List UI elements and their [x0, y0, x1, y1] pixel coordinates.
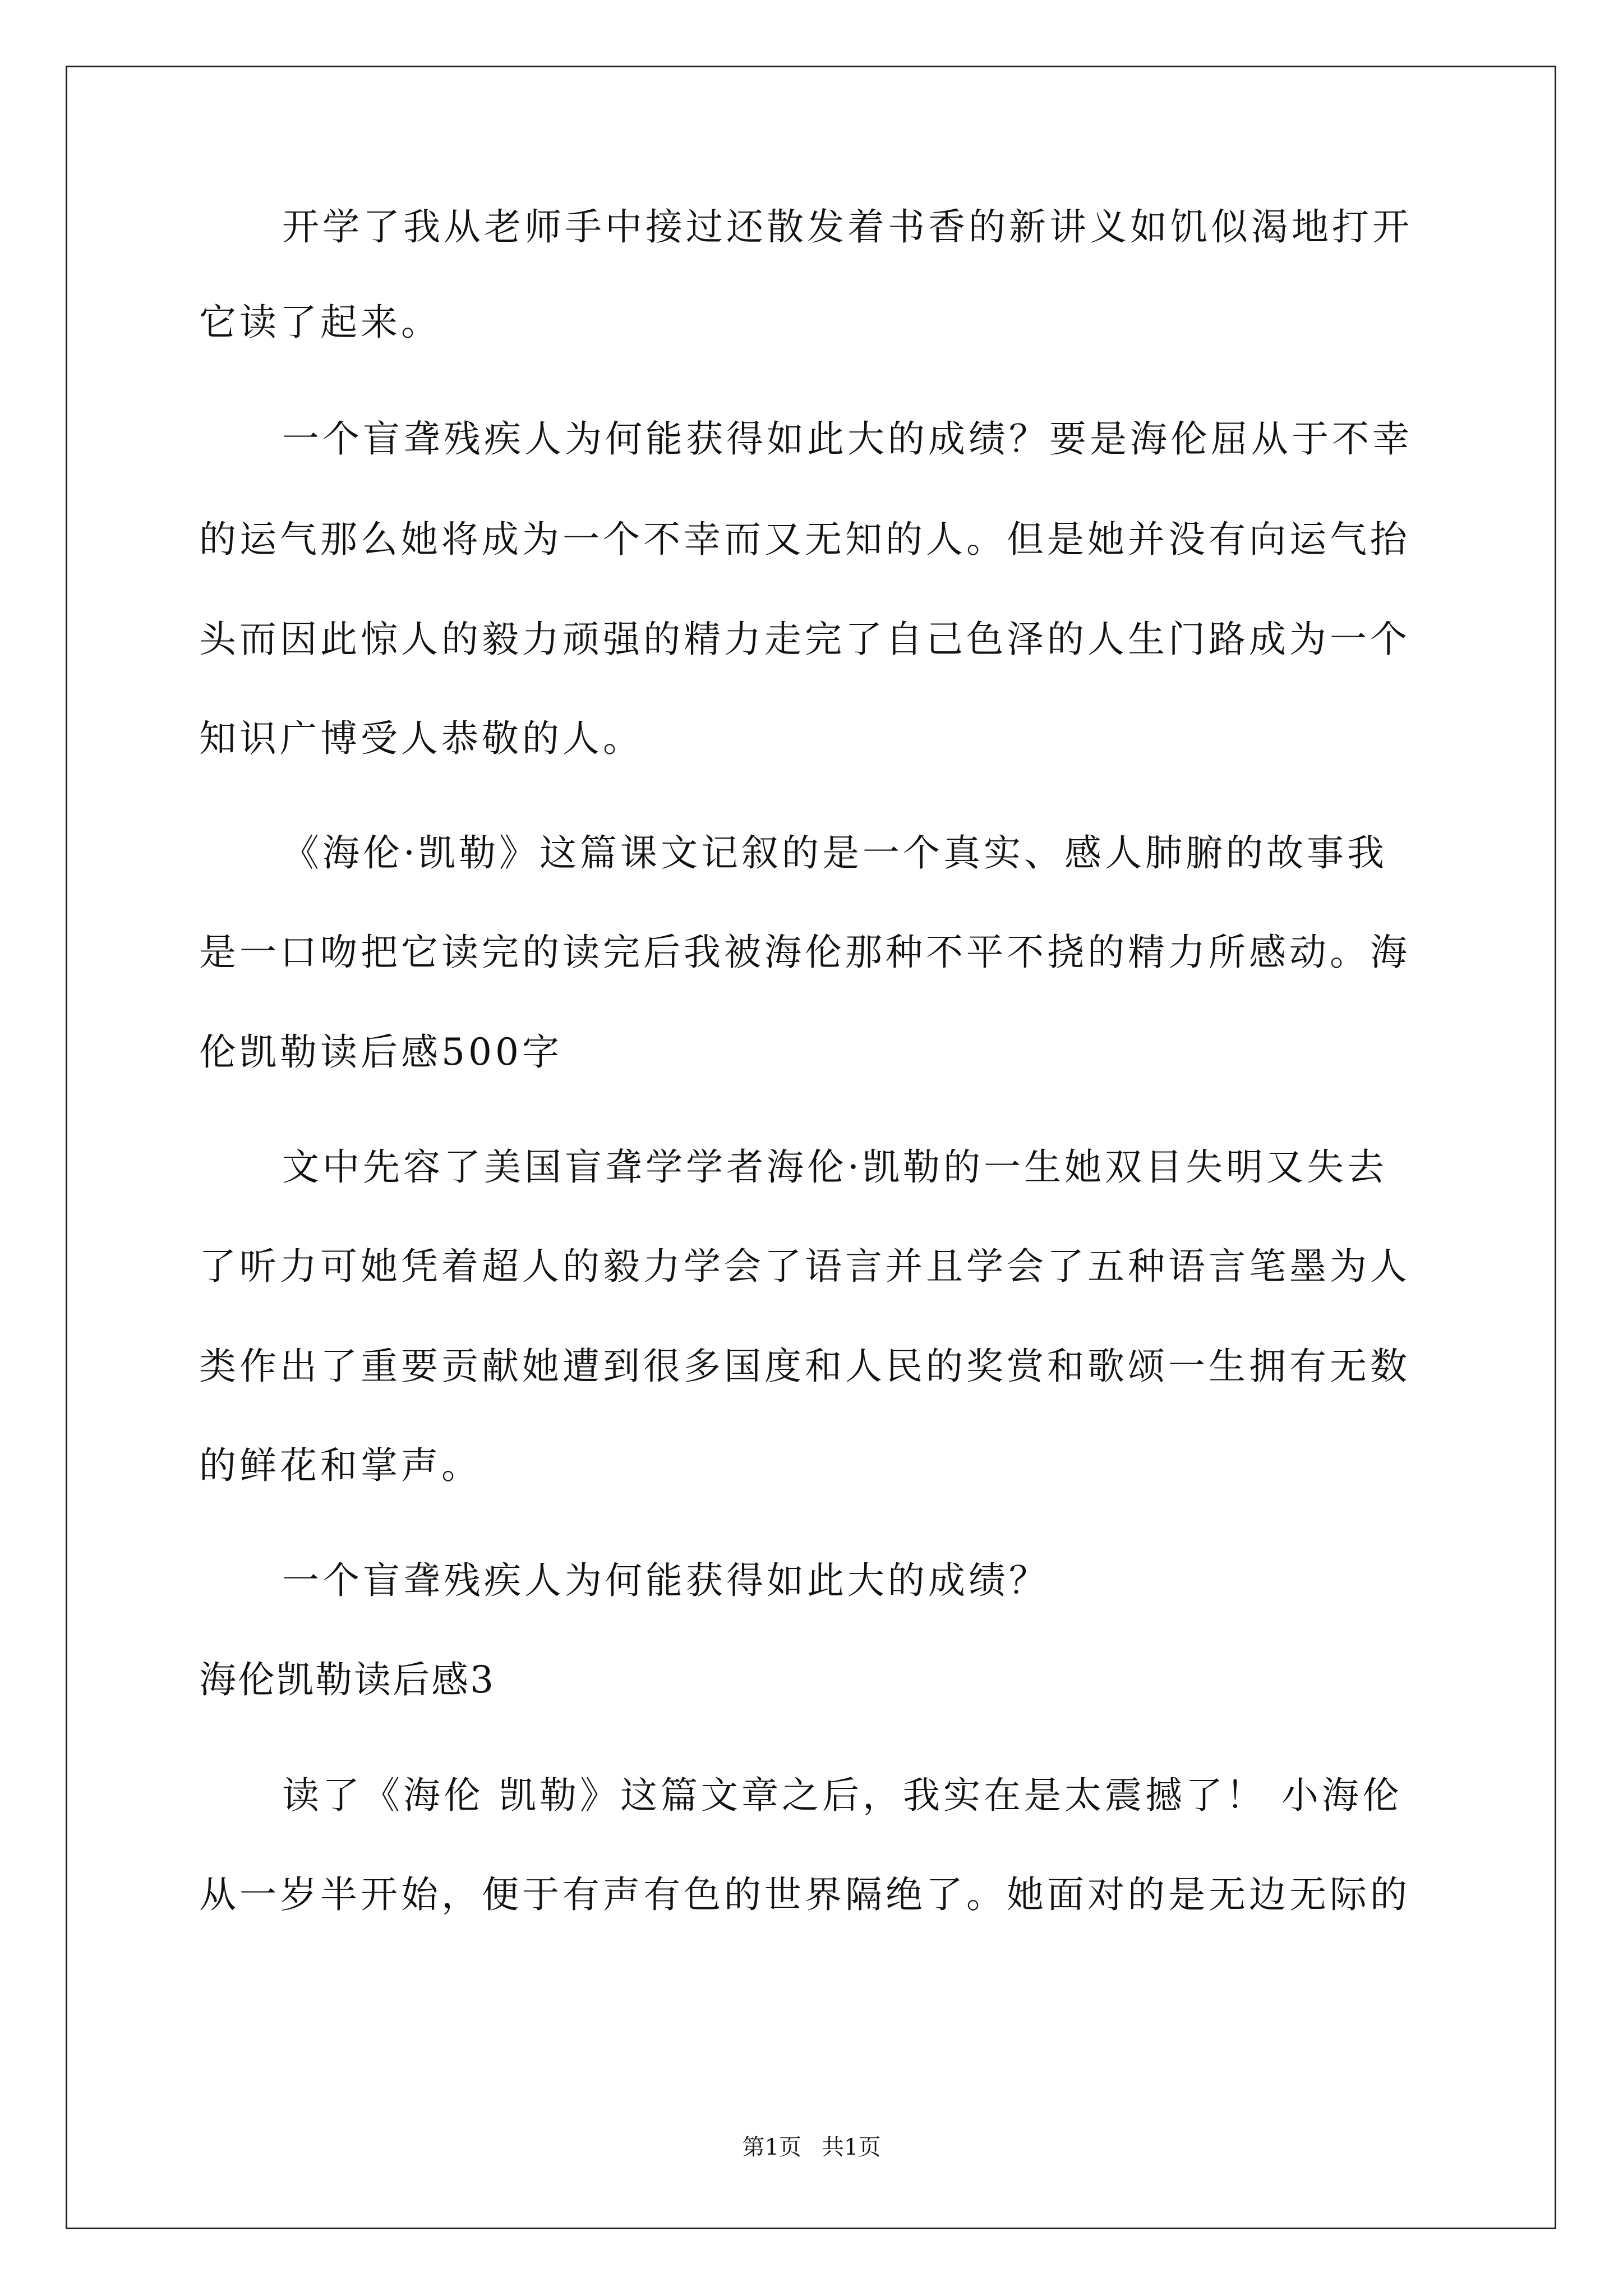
section-heading: 海伦凯勒读后感3: [199, 1658, 495, 1701]
text-line: 了听力可她凭着超人的毅力学会了语言并且学会了五种语言笔墨为人: [199, 1245, 1410, 1288]
text-line: 的运气那么她将成为一个不幸而又无知的人。但是她并没有向运气抬: [199, 518, 1410, 561]
text-line: 《海伦·凯勒》这篇课文记叙的是一个真实、感人肺腑的故事我: [282, 831, 1387, 875]
text-line: 头而因此惊人的毅力顽强的精力走完了自己色泽的人生门路成为一个: [199, 618, 1410, 661]
text-line: 读了《海伦 凯勒》这篇文章之后，我实在是太震撼了！ 小海伦: [282, 1774, 1403, 1817]
text-line: 一个盲聋残疾人为何能获得如此大的成绩？: [282, 1559, 1049, 1602]
text-line: 开学了我从老师手中接过还散发着书香的新讲义如饥似渴地打开: [282, 205, 1413, 249]
text-line: 伦凯勒读后感500字: [199, 1030, 562, 1074]
text-line: 文中先容了美国盲聋学学者海伦·凯勒的一生她双目失明又失去: [282, 1145, 1387, 1189]
page-number-total: 共1页: [822, 2134, 881, 2160]
page-footer: [0, 2136, 1623, 2159]
text-line: 从一岁半开始，便于有声有色的世界隔绝了。她面对的是无边无际的: [199, 1873, 1410, 1916]
text-line: 一个盲聋残疾人为何能获得如此大的成绩？要是海伦屈从于不幸: [282, 417, 1413, 461]
text-line: 类作出了重要贡献她遭到很多国度和人民的奖赏和歌颂一生拥有无数: [199, 1345, 1410, 1388]
text-line: 是一口吻把它读完的读完后我被海伦那种不平不挠的精力所感动。海: [199, 931, 1410, 974]
page-number-current: 第1页: [742, 2134, 801, 2160]
text-line: 的鲜花和掌声。: [199, 1444, 482, 1487]
text-line: 它读了起来。: [199, 301, 441, 344]
text-line: 知识广博受人恭敬的人。: [199, 717, 643, 760]
